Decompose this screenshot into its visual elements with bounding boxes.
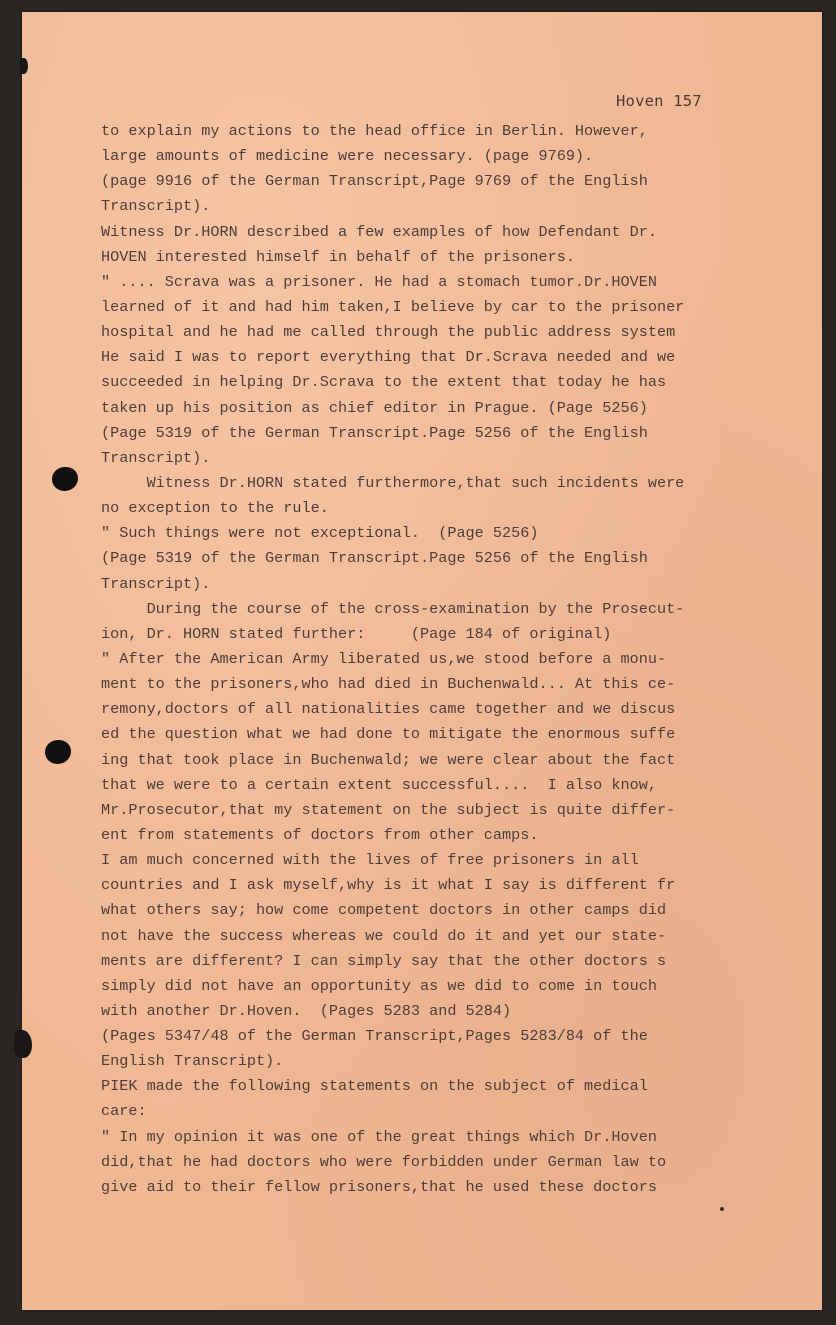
text-line: ing that took place in Buchenwald; we were clear about the fact (101, 750, 676, 769)
text-line: (Page 5319 of the German Transcript.Page 5256 of the English (101, 549, 648, 568)
text-line: " After the American Army liberated us,we stood before a monu- (101, 649, 667, 668)
text-line: countries and I ask myself,why is it what I say is different fr (101, 876, 676, 895)
text-line: did,that he had doctors who were forbidden under German law to (101, 1152, 667, 1171)
text-line: (Page 5319 of the German Transcript.Page 5256 of the English (101, 423, 648, 442)
text-line: to explain my actions to the head office in Berlin. However, (101, 122, 648, 140)
typed-text-body (101, 119, 801, 1200)
text-line: Witness Dr.HORN stated furthermore,that such incidents were (101, 473, 685, 492)
text-line: not have the success whereas we could do it and yet our state- (101, 926, 667, 945)
text-line: large amounts of medicine were necessary. (page 9769). (101, 147, 594, 166)
text-line: " Such things were not exceptional. (Page 5256) (101, 524, 539, 543)
text-line: I am much concerned with the lives of free prisoners in all (101, 851, 639, 870)
text-line: that we were to a certain extent successful.... I also know, (101, 775, 657, 794)
text-line: (Pages 5347/48 of the German Transcript,Pages 5283/84 of the (101, 1027, 648, 1046)
text-line: HOVEN interested himself in behalf of the prisoners. (101, 247, 575, 266)
text-line: ed the question what we had done to mitigate the enormous suffe (101, 725, 676, 744)
text-line: succeeded in helping Dr.Scrava to the extent that today he has (101, 373, 667, 392)
text-line: ent from statements of doctors from other camps. (101, 825, 539, 844)
text-line: " In my opinion it was one of the great things which Dr.Hoven (101, 1127, 657, 1146)
text-line: ment to the prisoners,who had died in Buchenwald... At this ce- (101, 675, 676, 694)
text-line: simply did not have an opportunity as we did to come in touch (101, 976, 657, 995)
document-sheet (22, 12, 822, 1310)
text-line: " .... Scrava was a prisoner. He had a stomach tumor.Dr.HOVEN (101, 272, 657, 291)
text-line: ments are different? I can simply say that the other doctors s (101, 951, 667, 970)
ink-speck (720, 1207, 724, 1211)
text-line: with another Dr.Hoven. (Pages 5283 and 5284) (101, 1001, 512, 1020)
text-line: Transcript). (101, 448, 211, 467)
text-line: hospital and he had me called through the public address system (101, 323, 676, 342)
text-line: Transcript). (101, 197, 211, 216)
text-line: PIEK made the following statements on the subject of medical (101, 1077, 648, 1096)
text-line: what others say; how come competent doctors in other camps did (101, 901, 667, 920)
text-line: Witness Dr.HORN described a few examples of how Defendant Dr. (101, 222, 657, 241)
text-line: English Transcript). (101, 1052, 284, 1071)
text-line: care: (101, 1102, 147, 1121)
text-line: Transcript). (101, 574, 211, 593)
text-line: remony,doctors of all nationalities came together and we discus (101, 700, 676, 719)
text-line: (page 9916 of the German Transcript,Page 9769 of the English (101, 172, 648, 191)
page-header: Hoven 157 (616, 92, 702, 110)
edge-tear-bottom (14, 1030, 32, 1058)
text-line: taken up his position as chief editor in Prague. (Page 5256) (101, 398, 648, 417)
text-line: no exception to the rule. (101, 499, 329, 518)
text-line: Mr.Prosecutor,that my statement on the subject is quite differ- (101, 800, 676, 819)
text-line: ion, Dr. HORN stated further: (Page 184 of original) (101, 624, 612, 643)
text-line: learned of it and had him taken,I believe by car to the prisoner (101, 297, 685, 316)
text-line: He said I was to report everything that Dr.Scrava needed and we (101, 348, 676, 367)
edge-tear-top (20, 58, 28, 74)
text-line: give aid to their fellow prisoners,that he used these doctors (101, 1177, 657, 1196)
text-line: During the course of the cross-examination by the Prosecut- (101, 599, 685, 618)
